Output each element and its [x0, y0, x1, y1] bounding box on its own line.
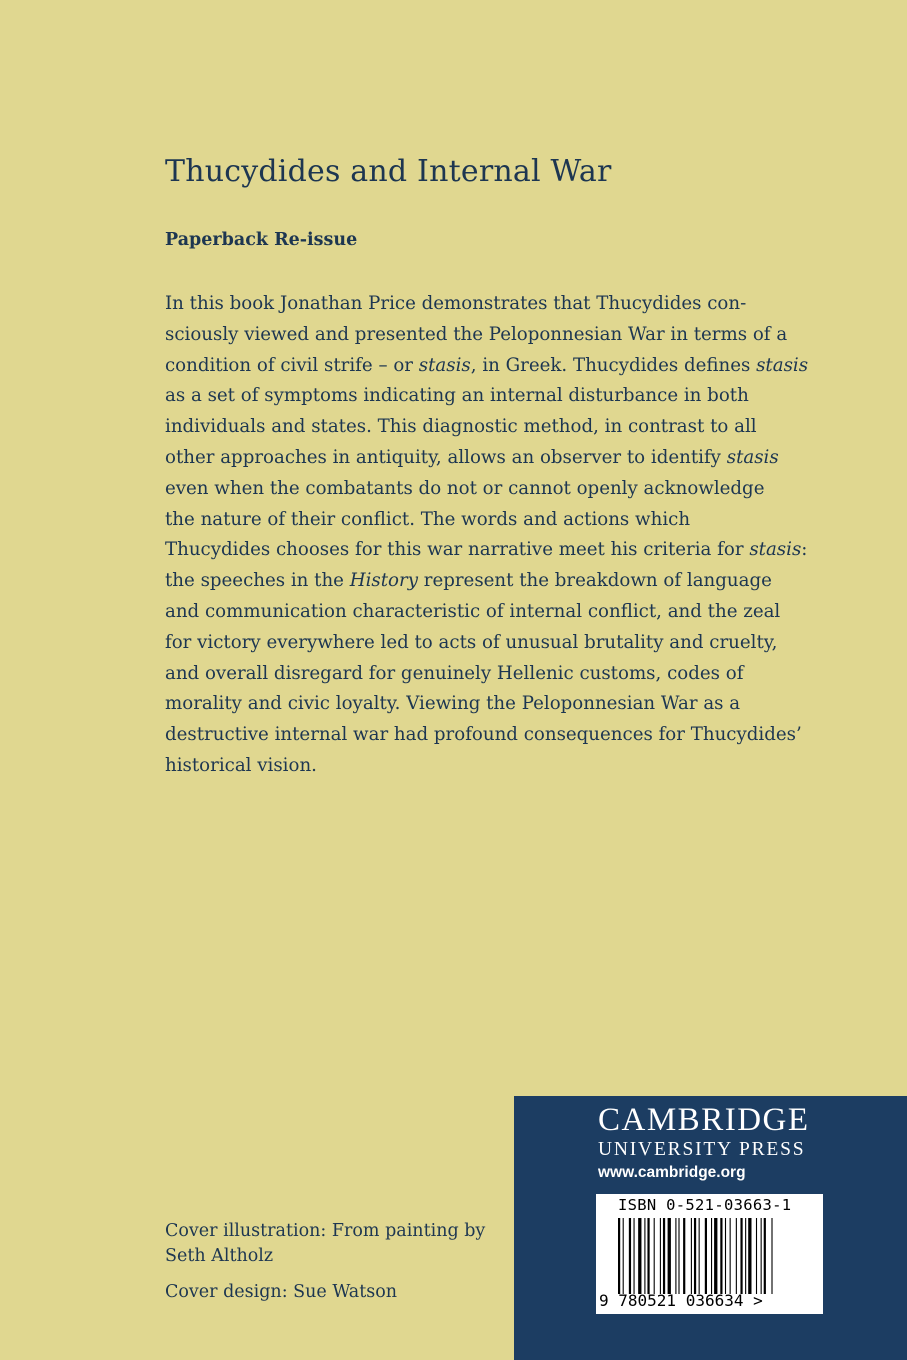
description-line [165, 351, 809, 382]
description-line [165, 689, 755, 720]
description-text: morality and civic loyalty. Viewing the Peloponnesian War as a [165, 693, 741, 715]
description-line [165, 597, 781, 628]
description-text: Thucydides chooses for this war narrative meet his criteria for [165, 539, 750, 561]
description-line [165, 566, 772, 597]
description-text: the nature of their conflict. The words and actions which [165, 508, 691, 530]
description-text: other approaches in antiquity, allows an observer to identify [165, 446, 727, 468]
edition-label: Paperback Re-issue [165, 230, 358, 250]
publisher-subname: UNIVERSITY PRESS [598, 1139, 806, 1160]
description-line [165, 320, 788, 351]
description-line [165, 381, 755, 412]
italic-term: stasis [749, 539, 802, 561]
illustration-credit-line-2: Seth Altholz [165, 1246, 274, 1266]
description-text: individuals and states. This diagnostic method, in contrast to all [165, 416, 757, 438]
ean-digits: 9 780521 036634 > [599, 1291, 763, 1310]
italic-term: stasis [756, 354, 809, 376]
description-text: as a set of symptoms indicating an internal disturbance in both [165, 385, 749, 407]
description-line [165, 474, 765, 505]
description-text: the speeches in the [165, 570, 350, 592]
publisher-panel [514, 1096, 907, 1360]
illustration-credit-line-1: Cover illustration: From painting by [165, 1221, 486, 1241]
barcode-label [596, 1194, 823, 1314]
description-line [165, 751, 755, 782]
description-line [165, 289, 755, 320]
description-text: , in Greek. Thucydides defines [470, 354, 757, 376]
description-text: represent the breakdown of language [417, 570, 772, 592]
description-text: In this book Jonathan Price demonstrates that Thucydides con- [165, 293, 747, 314]
description-line [165, 443, 779, 474]
book-description [165, 289, 809, 782]
description-text: destructive internal war had profound consequences for Thucydides’ [165, 724, 802, 746]
italic-term: History [349, 570, 418, 592]
description-text: and overall disregard for genuinely Hellenic customs, codes of [165, 662, 744, 684]
design-credit: Cover design: Sue Watson [165, 1282, 398, 1302]
description-text: even when the combatants do not or cannot openly acknowledge [165, 477, 765, 499]
description-line [165, 505, 755, 536]
description-line [165, 659, 755, 690]
description-line [165, 412, 755, 443]
book-title: Thucydides and Internal War [165, 154, 612, 189]
description-line [165, 535, 808, 566]
cover-credits [165, 1219, 485, 1305]
description-line [165, 720, 802, 751]
description-text: condition of civil strife – or [165, 354, 419, 376]
description-text: and communication characteristic of internal conflict, and the zeal [165, 600, 781, 622]
description-text: for victory everywhere led to acts of unusual brutality and cruelty, [165, 631, 778, 653]
italic-term: stasis [726, 446, 779, 468]
description-text: : [801, 539, 808, 561]
publisher-name: CAMBRIDGE [598, 1102, 810, 1138]
italic-term: stasis [418, 354, 471, 376]
publisher-website: www.cambridge.org [598, 1164, 746, 1181]
description-text: historical vision. [165, 754, 317, 776]
description-text: sciously viewed and presented the Peloponnesian War in terms of a [165, 323, 788, 345]
barcode-icon [616, 1218, 806, 1294]
description-line [165, 628, 778, 659]
isbn-text: ISBN 0-521-03663-1 [618, 1196, 792, 1214]
